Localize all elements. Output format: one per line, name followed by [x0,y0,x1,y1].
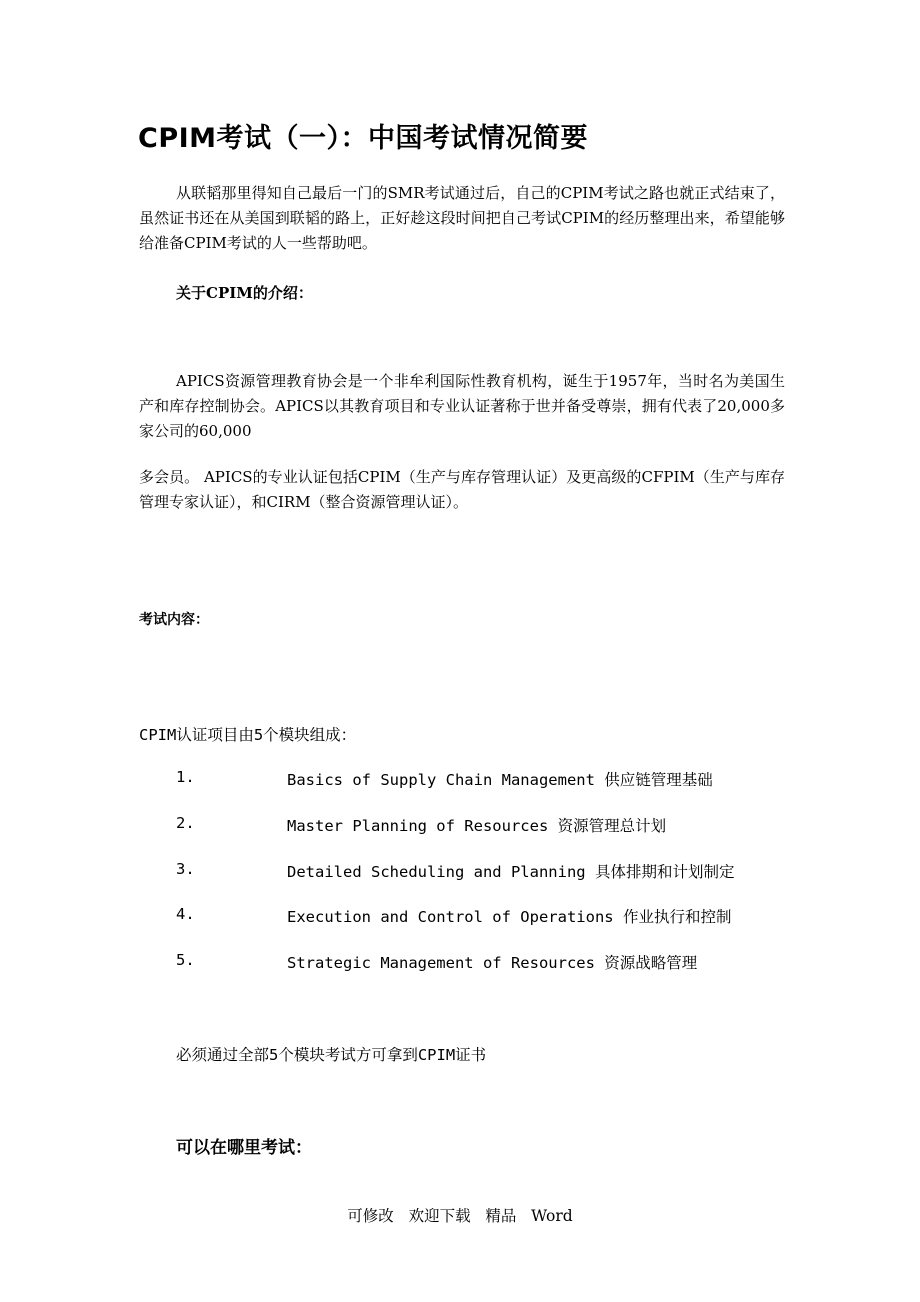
module-text: Execution and Control of Operations 作业执行和控制 [287,908,732,926]
module-text: Detailed Scheduling and Planning 具体排期和计划制定 [287,863,735,881]
module-item [176,951,796,977]
module-number: 5. [176,951,195,969]
where-heading: 可以在哪里考试： [176,1138,312,1158]
requirement-text: 必须通过全部5个模块考试方可拿到CPIM证书 [176,1046,487,1064]
module-text: Basics of Supply Chain Management 供应链管理基础 [287,771,713,789]
module-number: 4. [176,905,195,923]
module-text: Strategic Management of Resources 资源战略管理 [287,954,698,972]
module-item [176,768,796,794]
module-number: 1. [176,768,195,786]
module-number: 3. [176,860,195,878]
module-text: Master Planning of Resources 资源管理总计划 [287,817,667,835]
about-paragraph-2: 多会员。 APICS的专业认证包括CPIM（生产与库存管理认证）及更高级的CFPIM（生产与库存管理专家认证），和CIRM（整合资源管理认证）。 [139,468,785,511]
module-item [176,905,796,931]
intro-paragraph: 从联韬那里得知自己最后一门的SMR考试通过后，自己的CPIM考试之路也就正式结束了，虽然证书还在从美国到联韬的路上，正好趁这段时间把自己考试CPIM的经历整理出来，希望能够给准备CPIM考试的人一些帮助吧。 [139,184,785,252]
modules-intro: CPIM认证项目由5个模块组成： [139,726,357,744]
exam-content-heading: 考试内容： [139,612,209,628]
about-heading: 关于CPIM的介绍： [176,284,313,302]
page-footer: 可修改 欢迎下载 精品 Word [347,1207,573,1225]
module-item [176,814,796,840]
module-item [176,860,796,886]
page-title: CPIM考试（一）：中国考试情况简要 [138,123,589,154]
module-number: 2. [176,814,195,832]
about-paragraph-1: APICS资源管理教育协会是一个非牟利国际性教育机构，诞生于1957年，当时名为美国生产和库存控制协会。APICS以其教育项目和专业认证著称于世并备受尊崇，拥有代表了20,000多家公司的60,000 [139,372,785,440]
